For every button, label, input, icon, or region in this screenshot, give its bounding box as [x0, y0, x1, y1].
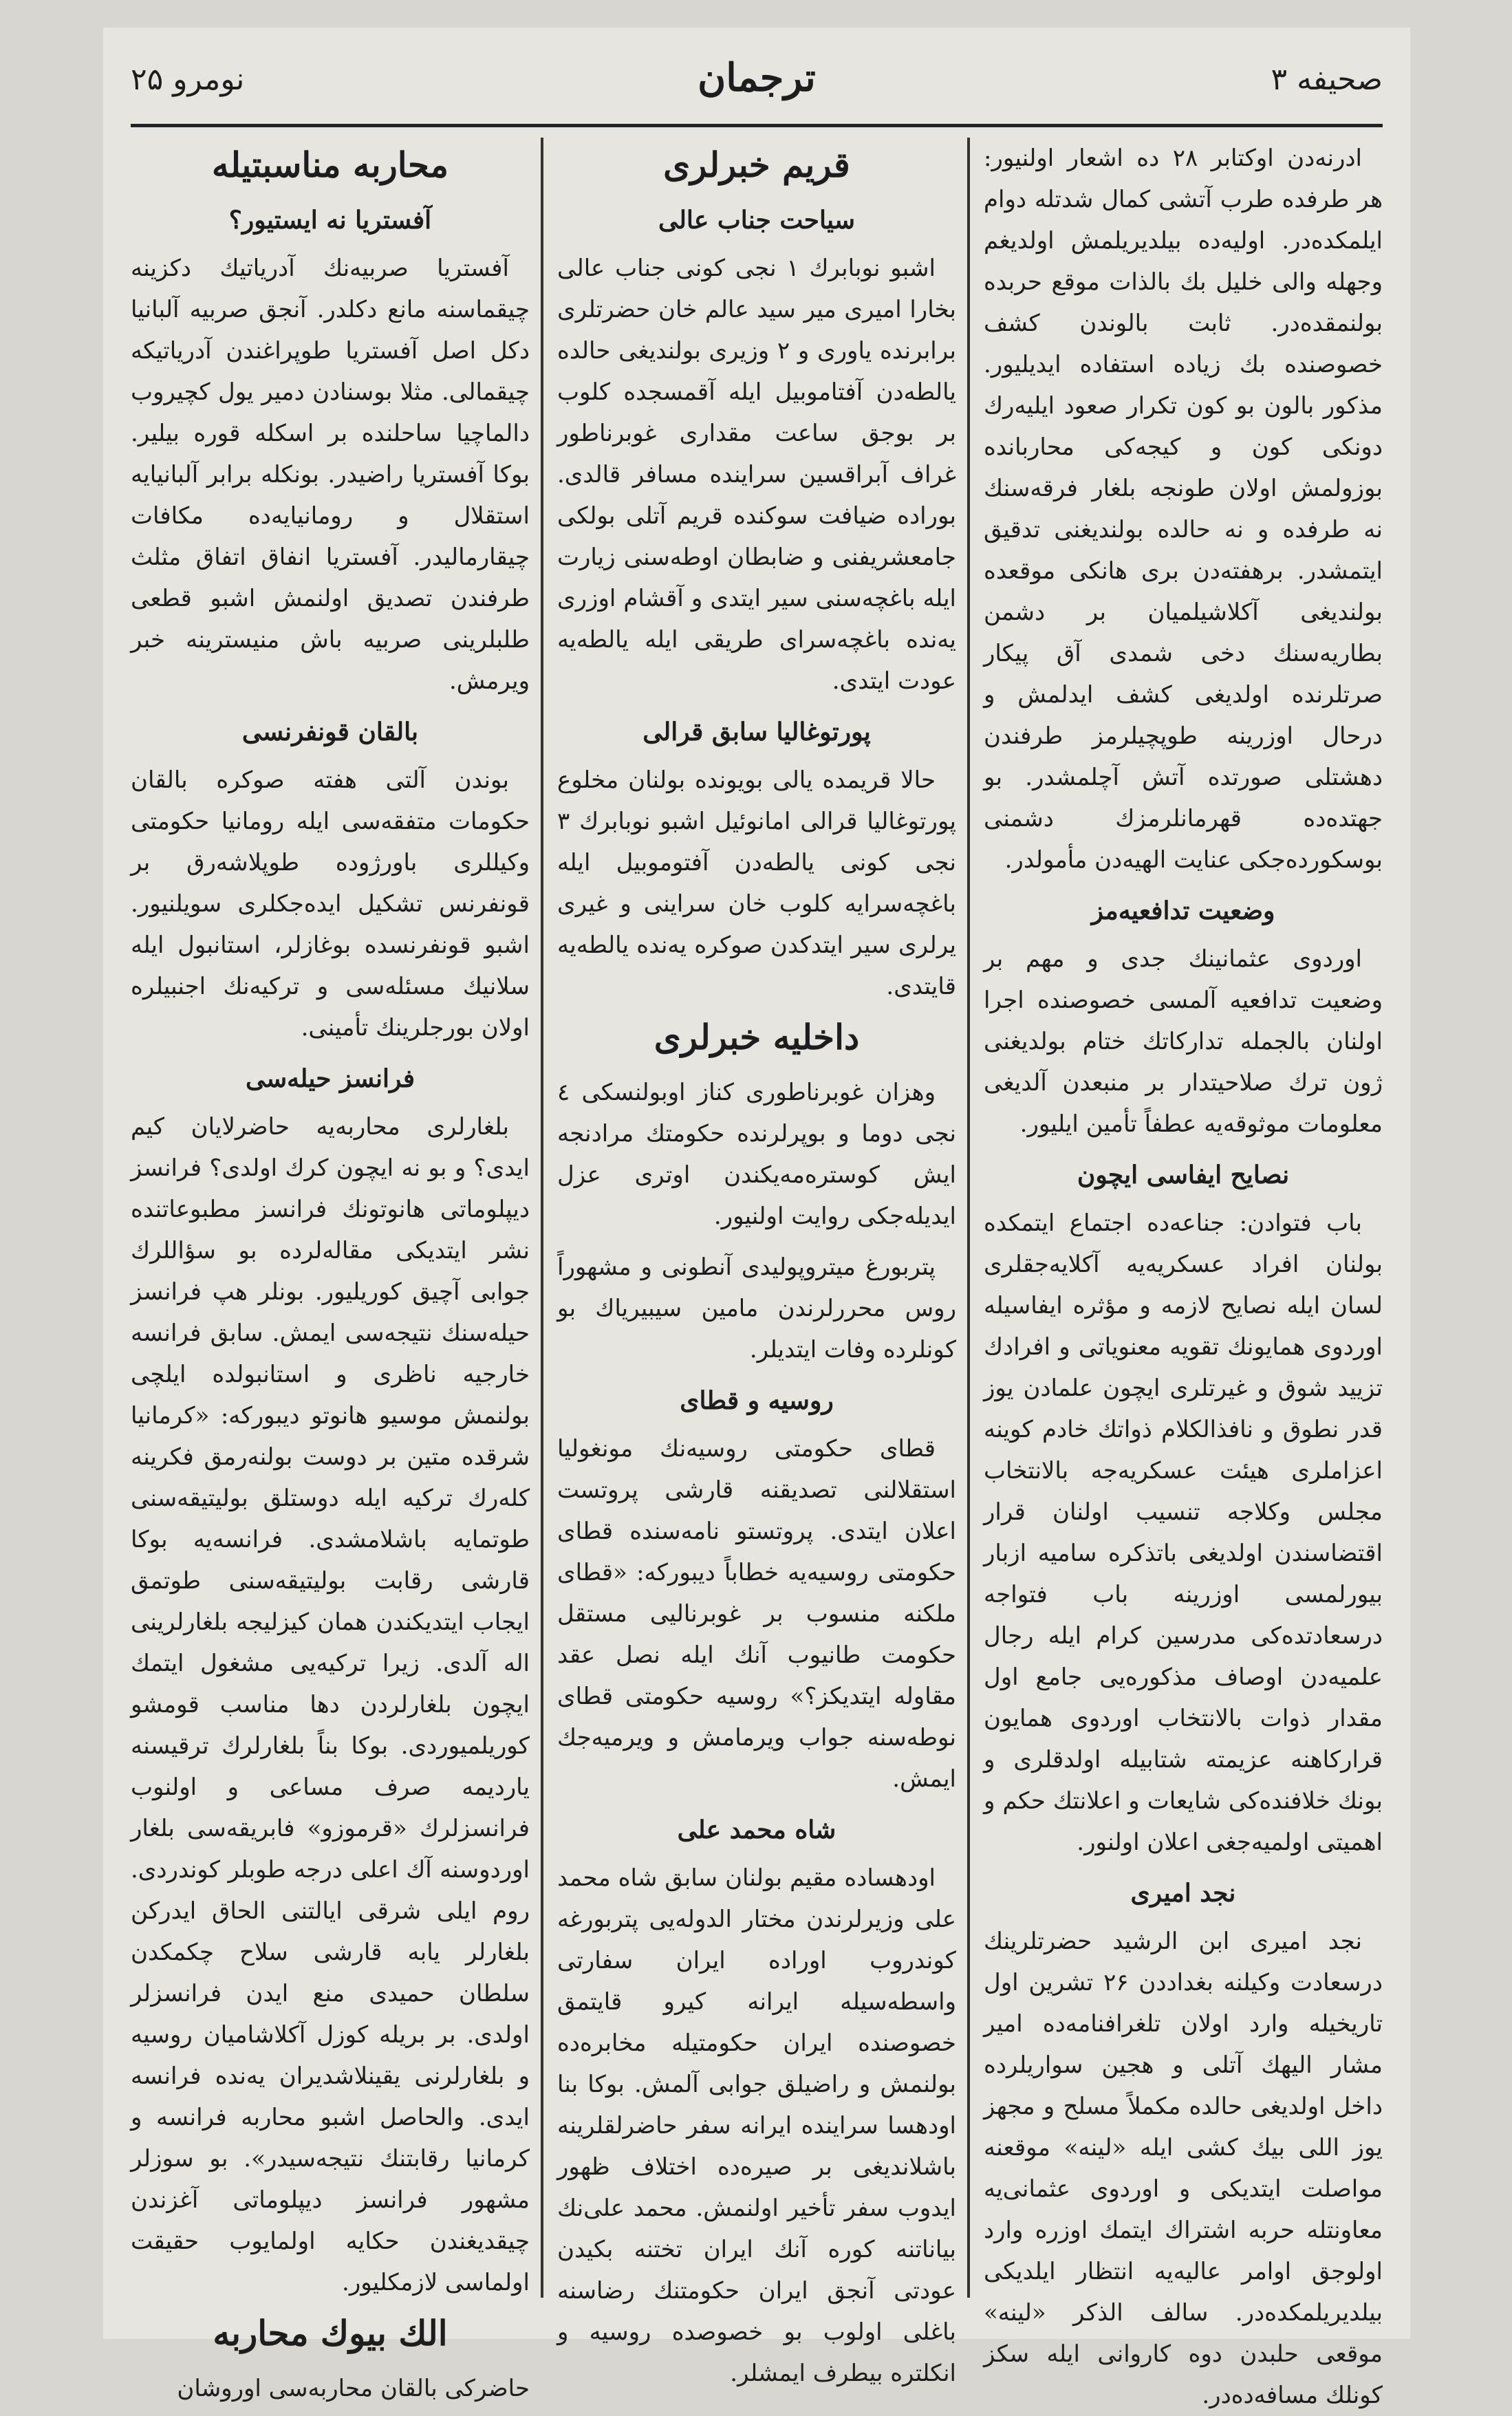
- page-number: صحیفه ۳: [1271, 62, 1383, 97]
- section-title: وضعیت تدافعیه‌مز: [1091, 896, 1275, 925]
- section-body: بلغارلری محاربه‌یه حاضرلایان کیم ایدی؟ و بو نه ایچون کرك اولدی؟ فرانسز دیپلوماتی هانوتونك فرانسز مطبوعاتنده نشر ایتدیکی مقاله‌لرده بو سؤاللرك جوابی آچیق کوریلیور. بونلر هپ فرانسز حیله‌سنك نتیجه‌سی ایمش. سابق فرانسه خارجیه ناظری و استانبولده ایلچی بولنمش موسیو هانوتو دیبورکه: «کرمانیا شرقده متین بر دوست بولنه‌رمق فکرینه کله‌رك ترکیه ایله دوستلق بولیتیقه‌سنی طوتمایه باشلامشدی. فرانسه‌یه بوکا قارشی رقابت بولیتیقه‌سنی طوتمق ایجاب ایتدیکندن همان کیزلیجه بلغارلرینی اله آلدی. زیرا ترکیه‌یی مشغول ایتمك ایچون بلغارلردن دها مناسب قومشو کوریلمیوردی. بوکا بناً بلغارلرك ترقیسنه یاردیمه صرف مساعی و اولنوب فرانسزلرك «قرموزو» فابریقه‌سی بلغار اوردوسنه آك اعلی درجه طوبلر کوندردی. روم ایلی شرقی ایالتنی الحاق ایدرکن بلغارلر یابه قارشی سلاح چکمکدن سلطان حمیدی منع ایدن فرانسزلر اولدی. بر بریله کوزل آکلاشامیان روسیه و بلغارلرنی یقینلاشدیران یه‌نده فرانسه ایدی. والحاصل اشبو محاربه فرانسه و کرمانیا رقابتنك نتیجه‌سیدر». بو سوزلر مشهور فرانسز دیپلوماتی آغزندن چیقدیغندن حکایه اولمایوب حقیقت اولماسی لازمکلیور.: [131, 1113, 530, 2296]
- section-title: سیاحت جناب عالی: [658, 206, 856, 235]
- section-body: نجد امیری ابن الرشید حضرتلرینك درسعادت وکیلنه بغداددن ۲۶ تشرین اول تاریخیله وارد اولان تلغرافنامه‌ده امیر مشار الیهك آتلی و هجین سواریلرده داخل اولدیغی حالده مکملاً مسلح و مجهز یوز اللی بیك کشی ایله «لینه» موقعنه مواصلت ایتدیکی و اوردوی عثمانی‌یه معاونتله حربه اشتراك ایتمك اوزره وارد اولوجق اوامر عالیه‌یه انتظار ایلدیکی بیلدیریلمکده‌در. سالف الذکر «لینه» موقعی حلبدن دوه کاروانی ایله سکز کونلك مسافه‌ده‌در.: [984, 1928, 1383, 2409]
- section-title: نصایح ایفاسی ایچون: [1077, 1161, 1290, 1189]
- section-body: آفستریا صربیه‌نك آدریاتیك دکزینه چیقماسنه مانع دکلدر. آنجق صربیه آلبانیا دکل اصل آفستریا طوپراغندن آدریاتیکه چیقمالی. مثلا بوسنادن دمیر یول کچیروب دالماچیا ساحلنده بر اسکله قوره بیلیر. بوکا آفستریا راضیدر. بونکله برابر آلبانیایه استقلال و رومانیایه‌ده مکافات چیقارمالیدر. آفستریا انفاق اتفاق مثلث طرفندن تصدیق اولنمش اشبو قطعی طلبلرینی صربیه باش منیسترینه خبر ویرمش.: [131, 255, 530, 695]
- section-body: اودهساده مقیم بولنان سابق شاه محمد علی وزیرلرندن مختار الدوله‌یی پتربورغه کوندروب اوراده ایران سفارتی واسطه‌سیله ایرانه کیرو قایتمق خصوصنده ایران حکومتیله مخابره‌ده بولنمش و راضیلق جوابی آلمش. بوکا بنا اودهسا سراینده ایرانه سفر حاضرلقلرینه باشلاندیغی بر صیره‌ده اختلاف ظهور ایدوب سفر تأخیر اولنمش. محمد علی‌نك بیاناتنه کوره آنك ایران تختنه بکیدن عودتی آنجق ایران حکومتنك رضاسنه باغلی اولوب بو خصوصده روسیه و انکلتره بیطرف ایمشلر.: [557, 1864, 956, 2387]
- masthead-rule: [131, 124, 1383, 127]
- headline: داخلیه خبرلری: [654, 1017, 860, 1057]
- section-body: حاضرکی بالقان محاربه‌سی اوروشان: [177, 2375, 530, 2402]
- section-body: اشبو نوبابرك ۱ نجی کونی جناب عالی بخارا امیری میر سید عالم خان حضرتلری برابرنده یاوری و ۲ وزیری بولندیغی حالده یالطه‌دن آفتاموبیل ایله آقمسجده کلوب بر بوجق ساعت مقداری غوبرناطور غراف آبراقسین سراینده مسافر قالدی. بوراده ضیافت سوکنده قریم آتلی بولکی جامعشریفنی و ضابطان اوطه‌سنی زیارت ایله باغچه‌سنی سیر ایتدی و آقشام اوزری یه‌نده باغچه‌سرای طریقی ایله یالطه‌یه عودت ایتدی.: [557, 255, 956, 695]
- column-divider: [541, 138, 543, 2298]
- column-center: [557, 138, 956, 2387]
- headline: الك بیوك محاربه: [213, 2313, 448, 2353]
- column-left: [131, 138, 530, 2402]
- section-title: نجد امیری: [1130, 1879, 1236, 1908]
- section-body: بوندن آلتی هفته صوکره بالقان حکومات متفقه‌سی ایله رومانیا حکومتی وکیللری باورژوده طوپلاشه‌رق بر قونفرنس تشکیل ایده‌جکلری سویلنیور. اشبو قونفرنسده بوغازلر، استانبول ایله سلانیك مسئله‌سی و ترکیه‌نك اجنبیلره اولان بورجلرینك تأمینی.: [131, 766, 530, 1042]
- newspaper-page: [103, 28, 1410, 2409]
- section-title: شاه محمد علی: [677, 1815, 836, 1844]
- section-title: روسیه و قطای: [680, 1386, 834, 1415]
- section-body: قطای حکومتی روسیه‌نك مونغولیا استقلالنی تصدیقنه قارشی پروتست اعلان ایتدی. پروتستو نامه‌سنده قطای حکومتی روسیه‌یه خطاباً دیبورکه: «قطای ملکنه منسوب بر غوبرنالیی مستقل حکومت طانیوب آنك ایله نصل عقد مقاوله ایتدیکز؟» روسیه حکومتی قطای نوطه‌سنه جواب ویرمامش و ویرمیه‌جك ایمش.: [557, 1435, 956, 1793]
- masthead: [131, 55, 1383, 117]
- section-title: بالقان قونفرنسی: [241, 718, 419, 746]
- headline: محاربه مناسبتیله: [211, 144, 449, 185]
- section-body: اوردوی عثمانینك جدی و مهم بر وضعیت تدافعیه آلمسی خصوصنده اجرا اولنان بالجمله تدارکاتك ختام بولدیغنی ژون ترك صلاحیتدار بر منبعدن آلدیغی معلومات موثوقه‌یه عطفاً تأمین ایلیور.: [984, 945, 1383, 1138]
- headline: قریم خبرلری: [663, 144, 850, 185]
- column-divider: [967, 138, 970, 2298]
- section-title: پورتوغالیا سابق قرالی: [642, 718, 871, 746]
- section-body: حالا قریمده یالی بویونده بولنان مخلوع پورتوغالیا قرالی امانوئیل اشبو نوبابرك ۳ نجی کونی یالطه‌دن آفتوموبیل ایله باغچه‌سرایه کلوب خان سراینی و غیری یرلری سیر ایتدکدن صوکره یه‌نده یالطه‌یه قایتدی.: [557, 766, 956, 1000]
- newspaper-title: ترجمان: [698, 55, 816, 100]
- section-title: آفستریا نه ایستیور؟: [228, 206, 432, 235]
- adrianople-report: ادرنه‌دن اوکتابر ۲۸ ده اشعار اولنیور: هر طرفده طرب آتشی کمال شدتله دوام ایلمکده‌در. اولیه‌ده بیلدیریلمش اولدیغم وجهله والی خلیل بك بالذات موقع حربده بولنمقده‌در. ثابت بالوندن کشف خصوصنده بك زیاده استفاده ایدیلیور. مذکور بالون بو کون تکرار صعود ایلیه‌رك دونکی کون و کیجه‌کی محاربانده بوزولمش اولان طونجه بلغار فرقه‌سنك نه طرفده و نه حالده بولندیغنی تدقیق ایتمشدر. برهفته‌دن بری هانکی موقعده بولندیغی آکلاشیلمیان بر دشمن بطاریه‌سنك دخی شمدی آق پیکار صرتلرنده اولدیغی کشف ایدلمش و درحال اوزرینه طوپچیلرمز طرفندن دهشتلی صورتده آتش آچلمشدر. بو جهتده‌ده قهرمانلرمزك دشمنی بوسکورده‌جکی عنایت الهیه‌دن مأمولدر.: [984, 144, 1383, 874]
- column-right: [984, 138, 1383, 2409]
- issue-number: نومرو ۲۵: [131, 62, 245, 97]
- section-title: فرانسز حیله‌سی: [245, 1064, 415, 1093]
- section-body: باب فتوادن: جناعه‌ده اجتماع ایتمکده بولنان افراد عسکریه‌یه آکلایه‌جقلری لسان ایله نصایح لازمه و مؤثره ایفاسیله اوردوی همایونك تقویه معنویاتی و افرادك تزیید شوق و غیرتلری ایچون علمادن یوز قدر نطوق و نافذالکلام ذواتك خادم کوینه اعزاملری هیئت عسکریه‌جه بالانتخاب مجلس وکلاجه تنسیب اولنان قرار اقتضاسندن اولدیغی باتذکره سامیه ازبار بیورلمسی اوزرینه باب فتواجه درسعادتده‌کی مدرسین کرام ایله رجال علمیه‌دن اوصاف مذکوره‌یی جامع اول مقدار ذوات بالانتخاب اوردوی همایون قرارکاهنه عزیمته شتابیله اولدقلری و بونك خلافنده‌کی شایعات و اعلانتك حکم و اهمیتی اولمیه‌جغی اعلان اولنور.: [984, 1209, 1383, 1856]
- news-item: وهزان غوبرناطوری کناز اوبولنسکی ٤ نجی دوما و بوپرلرنده حکومتك مرادنجه ایش کوستره‌مه‌یکندن اوتری عزل ایدیله‌جکی روایت اولنیور.: [557, 1079, 956, 1230]
- news-item: پتربورغ میتروپولیدی آنطونی و مشهوراً روس محررلرندن مامین سیبیریاك بو کونلرده وفات ایتدیلر.: [557, 1253, 956, 1363]
